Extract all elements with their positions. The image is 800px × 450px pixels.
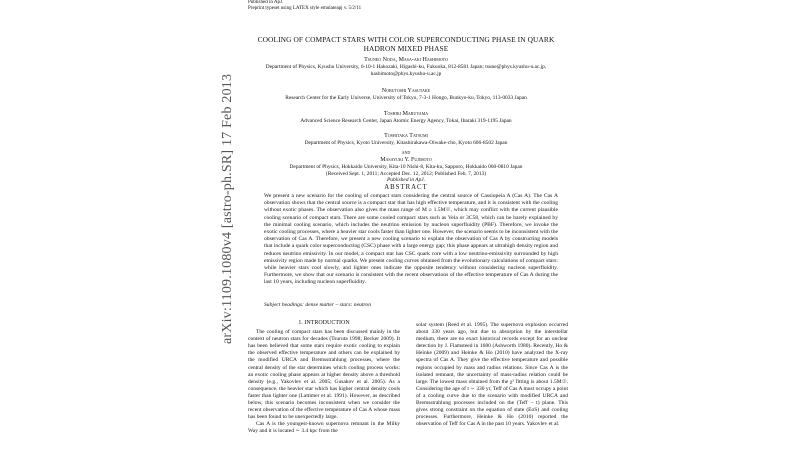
- left-column: [248, 320, 400, 436]
- subject-headings: Subject headings: dense matter – stars: neutron: [264, 302, 371, 308]
- author-name: Toshitaka Tatsumi: [384, 133, 428, 140]
- header-line-preprint: Preprint typeset using LATEX style emulateapj v. 5/2/11: [248, 6, 362, 11]
- abstract-heading: ABSTRACT: [384, 184, 428, 191]
- author-affiliation: Department of Physics, Kyushu University, 6-10-1 Hakozaki, Higashi-ku, Fukuoka, 812-8581 Japan; tsune@phys.kyushu-u.ac.jp, hashimoto@phys.kyushu-u.ac.jp: [265, 64, 547, 77]
- author-name: Masayuki Y. Fujimoto: [380, 156, 432, 163]
- author-affiliation: Department of Physics, Hokkaido University, Kita-10 Nishi-8, Kita-ku, Sapporo, Hokkaido 060-0810 Japan: [289, 163, 523, 170]
- paragraph: solar system (Reed et al. 1995). The supernova explosion occurred about 330 years ago, but due to absorption by the interstellar medium, there are no exact historical records except for an unclear detection by J. Flamsteed in 1680 (Ashworth 1980). Recently, Ho & Heinke (2009) and Heinke & Ho (2010) have analyzed the X-ray spectra of Cas A. They give the effective temperature and possible regions occupied by mass and radius relations. Since Cas A is the isolated remnant, the uncertainty of mass-radius relation could be large. The lowest mass obtained from the χ² fitting is about 1.5M☉. Considering the age of t ∼ 330 yr, Teff of Cas A must occupy a point of a cooling curve due to the scenario with modified URCA and Bremsstrahlung processes included on the (Teff − t) plane. This gives strong constraint on the equation of state (EoS) and cooling processes. Furthermore, Heinke & Ho (2010) reported the observation of Teff for Cas A in the past 10 years. Yakovlev et al.: [416, 322, 568, 428]
- author-name: Nobutoshi Yasutake: [381, 88, 431, 95]
- paper-title: COOLING OF COMPACT STARS WITH COLOR SUPERCONDUCTING PHASE IN QUARK HADRON MIXED PHASE: [257, 35, 555, 53]
- paragraph: Cas A is the youngest-known supernova remnant in the Milky Way and it is located ∼ 3.4 kpc from the: [248, 421, 400, 435]
- published-note: Published in ApJ.: [386, 177, 426, 184]
- author-block: [248, 57, 564, 184]
- author-name: Tsuneo Noda, Masa-aki Hashimoto: [364, 57, 448, 63]
- author-affiliation: Advanced Science Research Center, Japan Atomic Energy Agency, Tokai, Ibaraki 319-1195 Japan: [300, 117, 512, 124]
- journal-header: [248, 0, 361, 12]
- header-line-published: Published in ApJ.: [248, 0, 284, 5]
- author-affiliation: Department of Physics, Kyoto University, Kitashirakawa-Oiwake-cho, Kyoto 606-8502 Japan: [304, 140, 508, 147]
- paragraph: The cooling of compact stars has been discussed mainly in the context of neutron stars for decades (Tsuruta 1998; Becker 2009). It has been believed that some stars require exotic cooling to explain the observed effective temperature and others can be explained by the modified URCA and Bremsstrahlung processes, where the central density of the star determines which cooling process works: an exotic cooling phase appears at higher density above a threshold density (e.g., Yakovlev et al. 2005; Gusakov et al. 2005). As a consequence, the heavier star which has higher central density cools faster than lighter one (Lattimer et al. 1991). However, as described below, this scenario becomes inconsistent when we consider the recent observation of the effective temperature of Cas A whose mass has been found to be unexpectedly large.: [248, 329, 400, 421]
- author-affiliation: Research Center for the Early Universe, University of Tokyo, 7-3-1 Hongo, Bunkyo-ku, Tokyo, 113-0033 Japan: [285, 95, 527, 102]
- right-column: [416, 322, 568, 428]
- author-name: Toshiki Maruyama: [383, 110, 429, 117]
- arxiv-side-label: [220, 73, 235, 344]
- abstract-text: We present a new scenario for the cooling of compact stars considering the central source of Cassiopeia A (Cas A). The Cas A observation shows that the central source is a compact star that has high effective temperature, and it is consistent with the cooling without exotic phases. The observation also gives the mass range of M ≥ 1.5M☉, which may conflict with the current plausible cooling scenario of compact stars. There are some cooled compact stars such as Vela or 3C58, which can be barely explained by the minimal cooling scenario, which includes the neutrino emission by nucleon superfluidity (PBF). Therefore, we invoke the exotic cooling processes, where a heavier star cools faster than lighter one. However, the scenario seems to be inconsistent with the observation of Cas A. Therefore, we present a new cooling scenario to explain the observation of Cas A by constructing models that include a quark color superconducting (CSC) phase with a large energy gap; this phase appears at ultrahigh density region and reduces neutrino emissivity. In our model, a compact star has CSC quark core with a low neutrino-emissivity surrounded by high emissivity region made by normal quarks. We present cooling curves obtained from the evolutionary calculations of compact stars: while heavier stars cool slowly, and lighter ones indicate the opposite tendency without considering nucleon superfluidity. Furthermore, we show that our scenario is consistent with the recent observations of the effective temperature of Cas A during the last 10 years, including nucleon superfluidity.: [264, 193, 558, 286]
- arxiv-identifier: arXiv:1109.1080v4 [astro-ph.SR] 17 Feb 2013: [220, 73, 235, 344]
- received-dates: (Received Sept. 1, 2011; Accepted Dec. 12, 2012; Published Feb. 7, 2013): [325, 170, 487, 177]
- and-separator: and: [401, 149, 411, 156]
- section-heading: 1. INTRODUCTION: [298, 320, 350, 326]
